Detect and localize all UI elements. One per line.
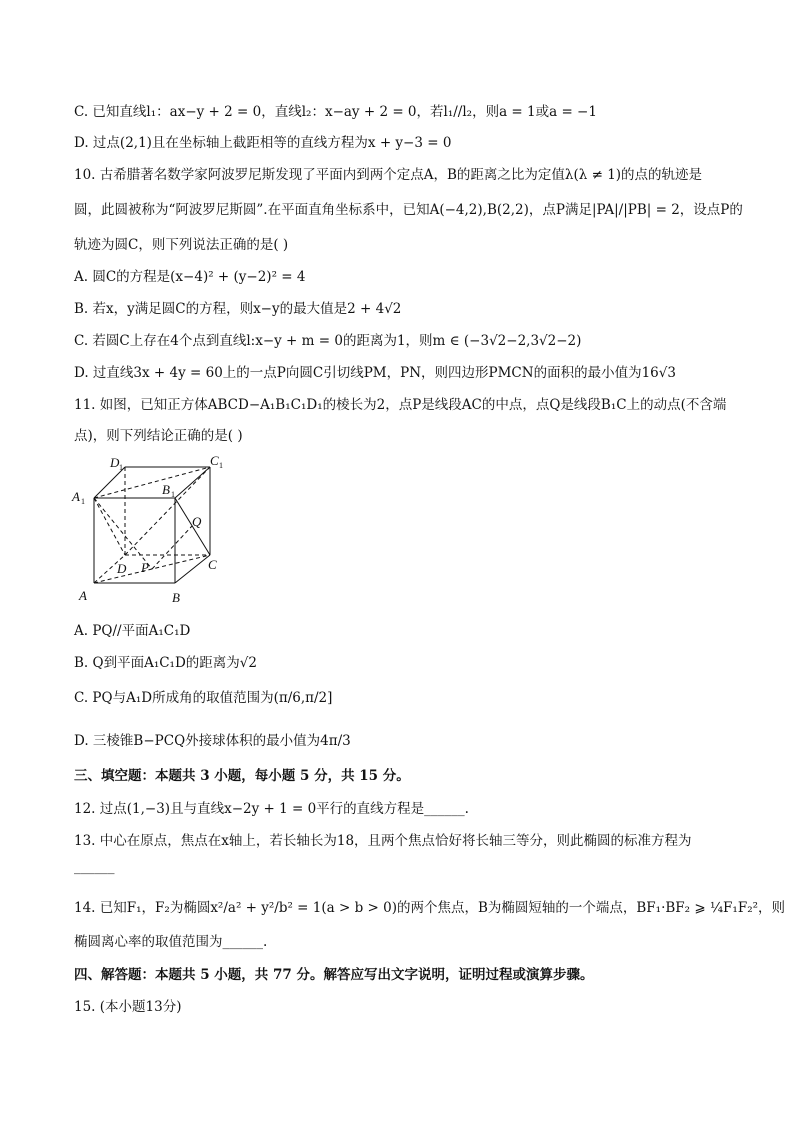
label-c: C bbox=[208, 557, 217, 572]
section-4-heading: 四、解答题：本题共 5 小题，共 77 分。解答应写出文字说明，证明过程或演算步骤。 bbox=[74, 967, 594, 983]
q11-option-d: D. 三棱锥B−PCQ外接球体积的最小值为4π/3 bbox=[74, 733, 351, 749]
q11-option-c: C. PQ与A₁D所成角的取值范围为(π/6,π/2] bbox=[74, 690, 333, 706]
q15-heading: 15. (本小题13分) bbox=[74, 999, 182, 1015]
label-a: A bbox=[79, 588, 87, 603]
label-c1: C bbox=[210, 455, 219, 468]
q10-stem-line2: 圆，此圆被称为“阿波罗尼斯圆”.在平面直角坐标系中，已知A(−4,2),B(2,2)，点P满足|PA|/|PB| = 2，设点P的 bbox=[74, 202, 743, 218]
q14-line1: 14. 已知F₁，F₂为椭圆x²/a² + y²/b² = 1(a > b > 0)的两个焦点，B为椭圆短轴的一个端点，BF₁·BF₂ ⩾ ¼F₁F₂²，则 bbox=[74, 900, 786, 916]
label-b1: B bbox=[162, 482, 170, 497]
q10-option-b: B. 若x，y满足圆C的方程，则x−y的最大值是2 + 4√2 bbox=[74, 301, 402, 317]
q13-line1: 13. 中心在原点，焦点在x轴上，若长轴长为18，且两个焦点恰好将长轴三等分，则此椭圆的标准方程为 bbox=[74, 833, 692, 849]
q13-line2: ______ bbox=[74, 859, 115, 875]
label-a1-sub: 1 bbox=[81, 497, 85, 506]
label-d1: D bbox=[110, 455, 120, 470]
q10-stem-line1: 10. 古希腊著名数学家阿波罗尼斯发现了平面内到两个定点A，B的距离之比为定值λ(λ ≠ 1)的点的轨迹是 bbox=[74, 167, 703, 183]
q11-option-b: B. Q到平面A₁C₁D的距离为√2 bbox=[74, 655, 257, 671]
q10-option-d: D. 过直线3x + 4y = 60上的一点P向圆C引切线PM，PN，则四边形PMCN的面积的最小值为16√3 bbox=[74, 365, 676, 381]
label-d1-sub: 1 bbox=[119, 463, 123, 472]
q14-line2: 椭圆离心率的取值范围为______. bbox=[74, 934, 268, 950]
section-3-heading: 三、填空题：本题共 3 小题，每小题 5 分，共 15 分。 bbox=[74, 768, 410, 784]
q10-option-c: C. 若圆C上存在4个点到直线l:x−y + m = 0的距离为1，则m ∈ (−3√2−2,3√2−2) bbox=[74, 333, 582, 349]
label-d: D bbox=[117, 561, 127, 576]
label-a1: A bbox=[72, 489, 80, 504]
label-p: P bbox=[141, 560, 149, 575]
q11-option-a: A. PQ//平面A₁C₁D bbox=[74, 623, 191, 639]
q9-option-c: C. 已知直线l₁：ax−y + 2 = 0，直线l₂：x−ay + 2 = 0，若l₁//l₂，则a = 1或a = −1 bbox=[74, 104, 597, 120]
q12: 12. 过点(1,−3)且与直线x−2y + 1 = 0平行的直线方程是______. bbox=[74, 801, 469, 817]
q10-option-a: A. 圆C的方程是(x−4)² + (y−2)² = 4 bbox=[74, 269, 306, 285]
label-b1-sub: 1 bbox=[171, 490, 175, 499]
label-q: Q bbox=[192, 514, 202, 529]
q9-option-d: D. 过点(2,1)且在坐标轴上截距相等的直线方程为x + y−3 = 0 bbox=[74, 135, 452, 151]
q11-stem-line2: 点)，则下列结论正确的是( ) bbox=[74, 428, 243, 444]
cube-figure bbox=[70, 455, 230, 610]
label-c1-sub: 1 bbox=[219, 461, 223, 470]
q10-stem-line3: 轨迹为圆C，则下列说法正确的是( ) bbox=[74, 237, 289, 253]
q11-stem-line1: 11. 如图，已知正方体ABCD−A₁B₁C₁D₁的棱长为2，点P是线段AC的中点，点Q是线段B₁C上的动点(不含端 bbox=[74, 397, 727, 413]
label-b: B bbox=[172, 590, 180, 605]
